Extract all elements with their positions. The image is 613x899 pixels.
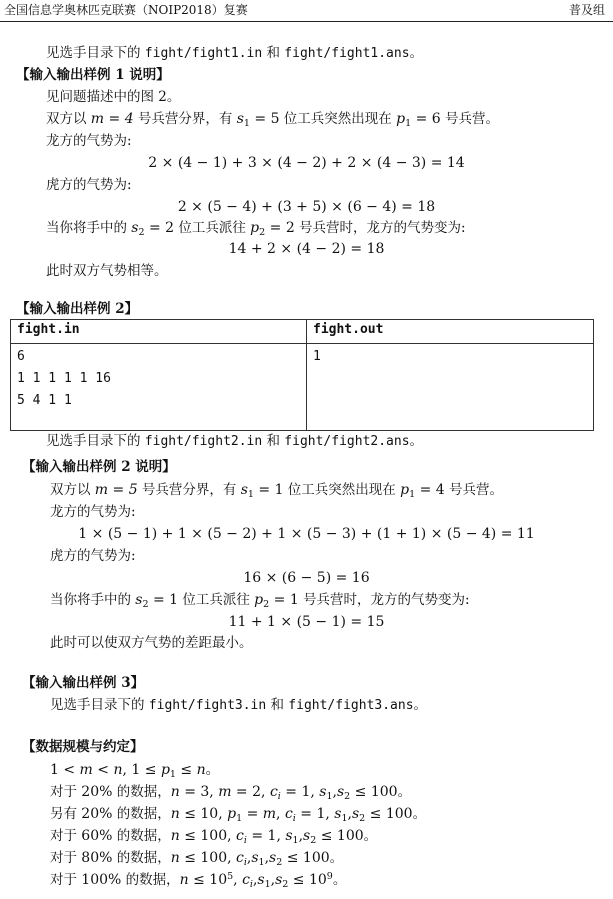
constraint-line: 对于 100% 的数据，$n \le 10^5$, $c_i,s_1,s_2 \le 10^9$。: [50, 871, 347, 890]
constraint-line: 另有 20% 的数据，n ≤ 10, $p_1 = m$, $c_i = 1$, $s_1,s_2 \le 100$。: [50, 806, 427, 824]
text-line: 虎方的气势为:: [50, 548, 136, 564]
constraint-line: 对于 80% 的数据，n ≤ 100, $c_i,s_1,s_2 \le 100$。: [50, 850, 344, 868]
file-name: fight/fight1.in: [144, 46, 263, 61]
sample2-file-line: 见选手目录下的 fight/fight2.in 和 fight/fight2.ans。: [46, 433, 424, 449]
table-header-in: fight.in: [11, 320, 307, 344]
file-name: fight/fight2.ans: [284, 434, 410, 449]
equation: 1 × (5 − 1) + 1 × (5 − 2) + 1 × (5 − 3) + (1 + 1) × (5 − 4) = 11: [78, 526, 535, 542]
file-name: fight/fight1.ans: [284, 46, 410, 61]
section-title: 【输入输出样例 2 说明】: [22, 459, 176, 475]
table-line: 1 1 1 1 1 16: [17, 371, 111, 386]
equation: 2 × (4 − 1) + 3 × (4 − 2) + 2 × (4 − 3) = 14: [148, 155, 465, 171]
header-group: 普及组: [568, 3, 605, 17]
constraint-line: 对于 20% 的数据，n = 3, m = 2, $c_i = 1$, $s_1,s_2 \le 100$。: [50, 784, 412, 802]
constraint-line: 1 < m < n, $1 \le p_1 \le n$。: [50, 762, 220, 780]
sample1-file-line: 见选手目录下的 fight/fight1.in 和 fight/fight1.ans。: [46, 45, 424, 61]
table-cell-out: [307, 344, 594, 431]
io-table: [10, 319, 594, 431]
section-title: 【输入输出样例 1 说明】: [16, 67, 170, 83]
text-line: 此时双方气势相等。: [46, 263, 168, 279]
text-line: 见问题描述中的图 2。: [46, 89, 181, 105]
file-name: fight/fight3.ans: [288, 698, 414, 713]
text-line: 当你将手中的 $s_2 = 1$ 位工兵派往 $p_2 = 1$ 号兵营时，龙方的气势变为:: [50, 592, 470, 610]
constraint-line: 对于 60% 的数据，n ≤ 100, $c_i = 1$, $s_1,s_2 \le 100$。: [50, 828, 378, 846]
header-title: 全国信息学奥林匹克联赛（NOIP2018）复赛: [4, 3, 248, 17]
text-line: 龙方的气势为:: [50, 504, 136, 520]
text-line: 双方以 m = 5 号兵营分界，有 $s_1 = 1$ 位工兵突然出现在 $p_1 = 4$ 号兵营。: [50, 482, 503, 500]
equation: 11 + 1 × (5 − 1) = 15: [228, 614, 385, 630]
text-line: 此时可以使双方气势的差距最小。: [50, 635, 253, 651]
text-line: 当你将手中的 $s_2 = 2$ 位工兵派往 $p_2 = 2$ 号兵营时，龙方的气势变为:: [46, 220, 466, 238]
table-header-out: fight.out: [307, 320, 594, 344]
sample3-file-line: 见选手目录下的 fight/fight3.in 和 fight/fight3.ans。: [50, 697, 428, 713]
text-line: 虎方的气势为:: [46, 177, 132, 193]
section-title: 【输入输出样例 3】: [22, 675, 145, 691]
table-cell-in: [11, 344, 307, 431]
table-line: 5 4 1 1: [17, 393, 72, 408]
text-line: 双方以 m = 4 号兵营分界，有 $s_1 = 5$ 位工兵突然出现在 $p_1 = 6$ 号兵营。: [46, 111, 499, 129]
section-title: 【输入输出样例 2】: [16, 301, 139, 317]
file-name: fight/fight3.in: [148, 698, 267, 713]
equation: 2 × (5 − 4) + (3 + 5) × (6 − 4) = 18: [177, 199, 436, 215]
equation: 16 × (6 − 5) = 16: [243, 570, 370, 586]
table-line: 1: [313, 349, 321, 364]
section-title: 【数据规模与约定】: [22, 739, 144, 755]
file-name: fight/fight2.in: [144, 434, 263, 449]
table-line: 6: [17, 349, 25, 364]
page-header: [0, 0, 613, 22]
text-line: 龙方的气势为:: [46, 133, 132, 149]
equation: 14 + 2 × (4 − 2) = 18: [228, 241, 385, 257]
